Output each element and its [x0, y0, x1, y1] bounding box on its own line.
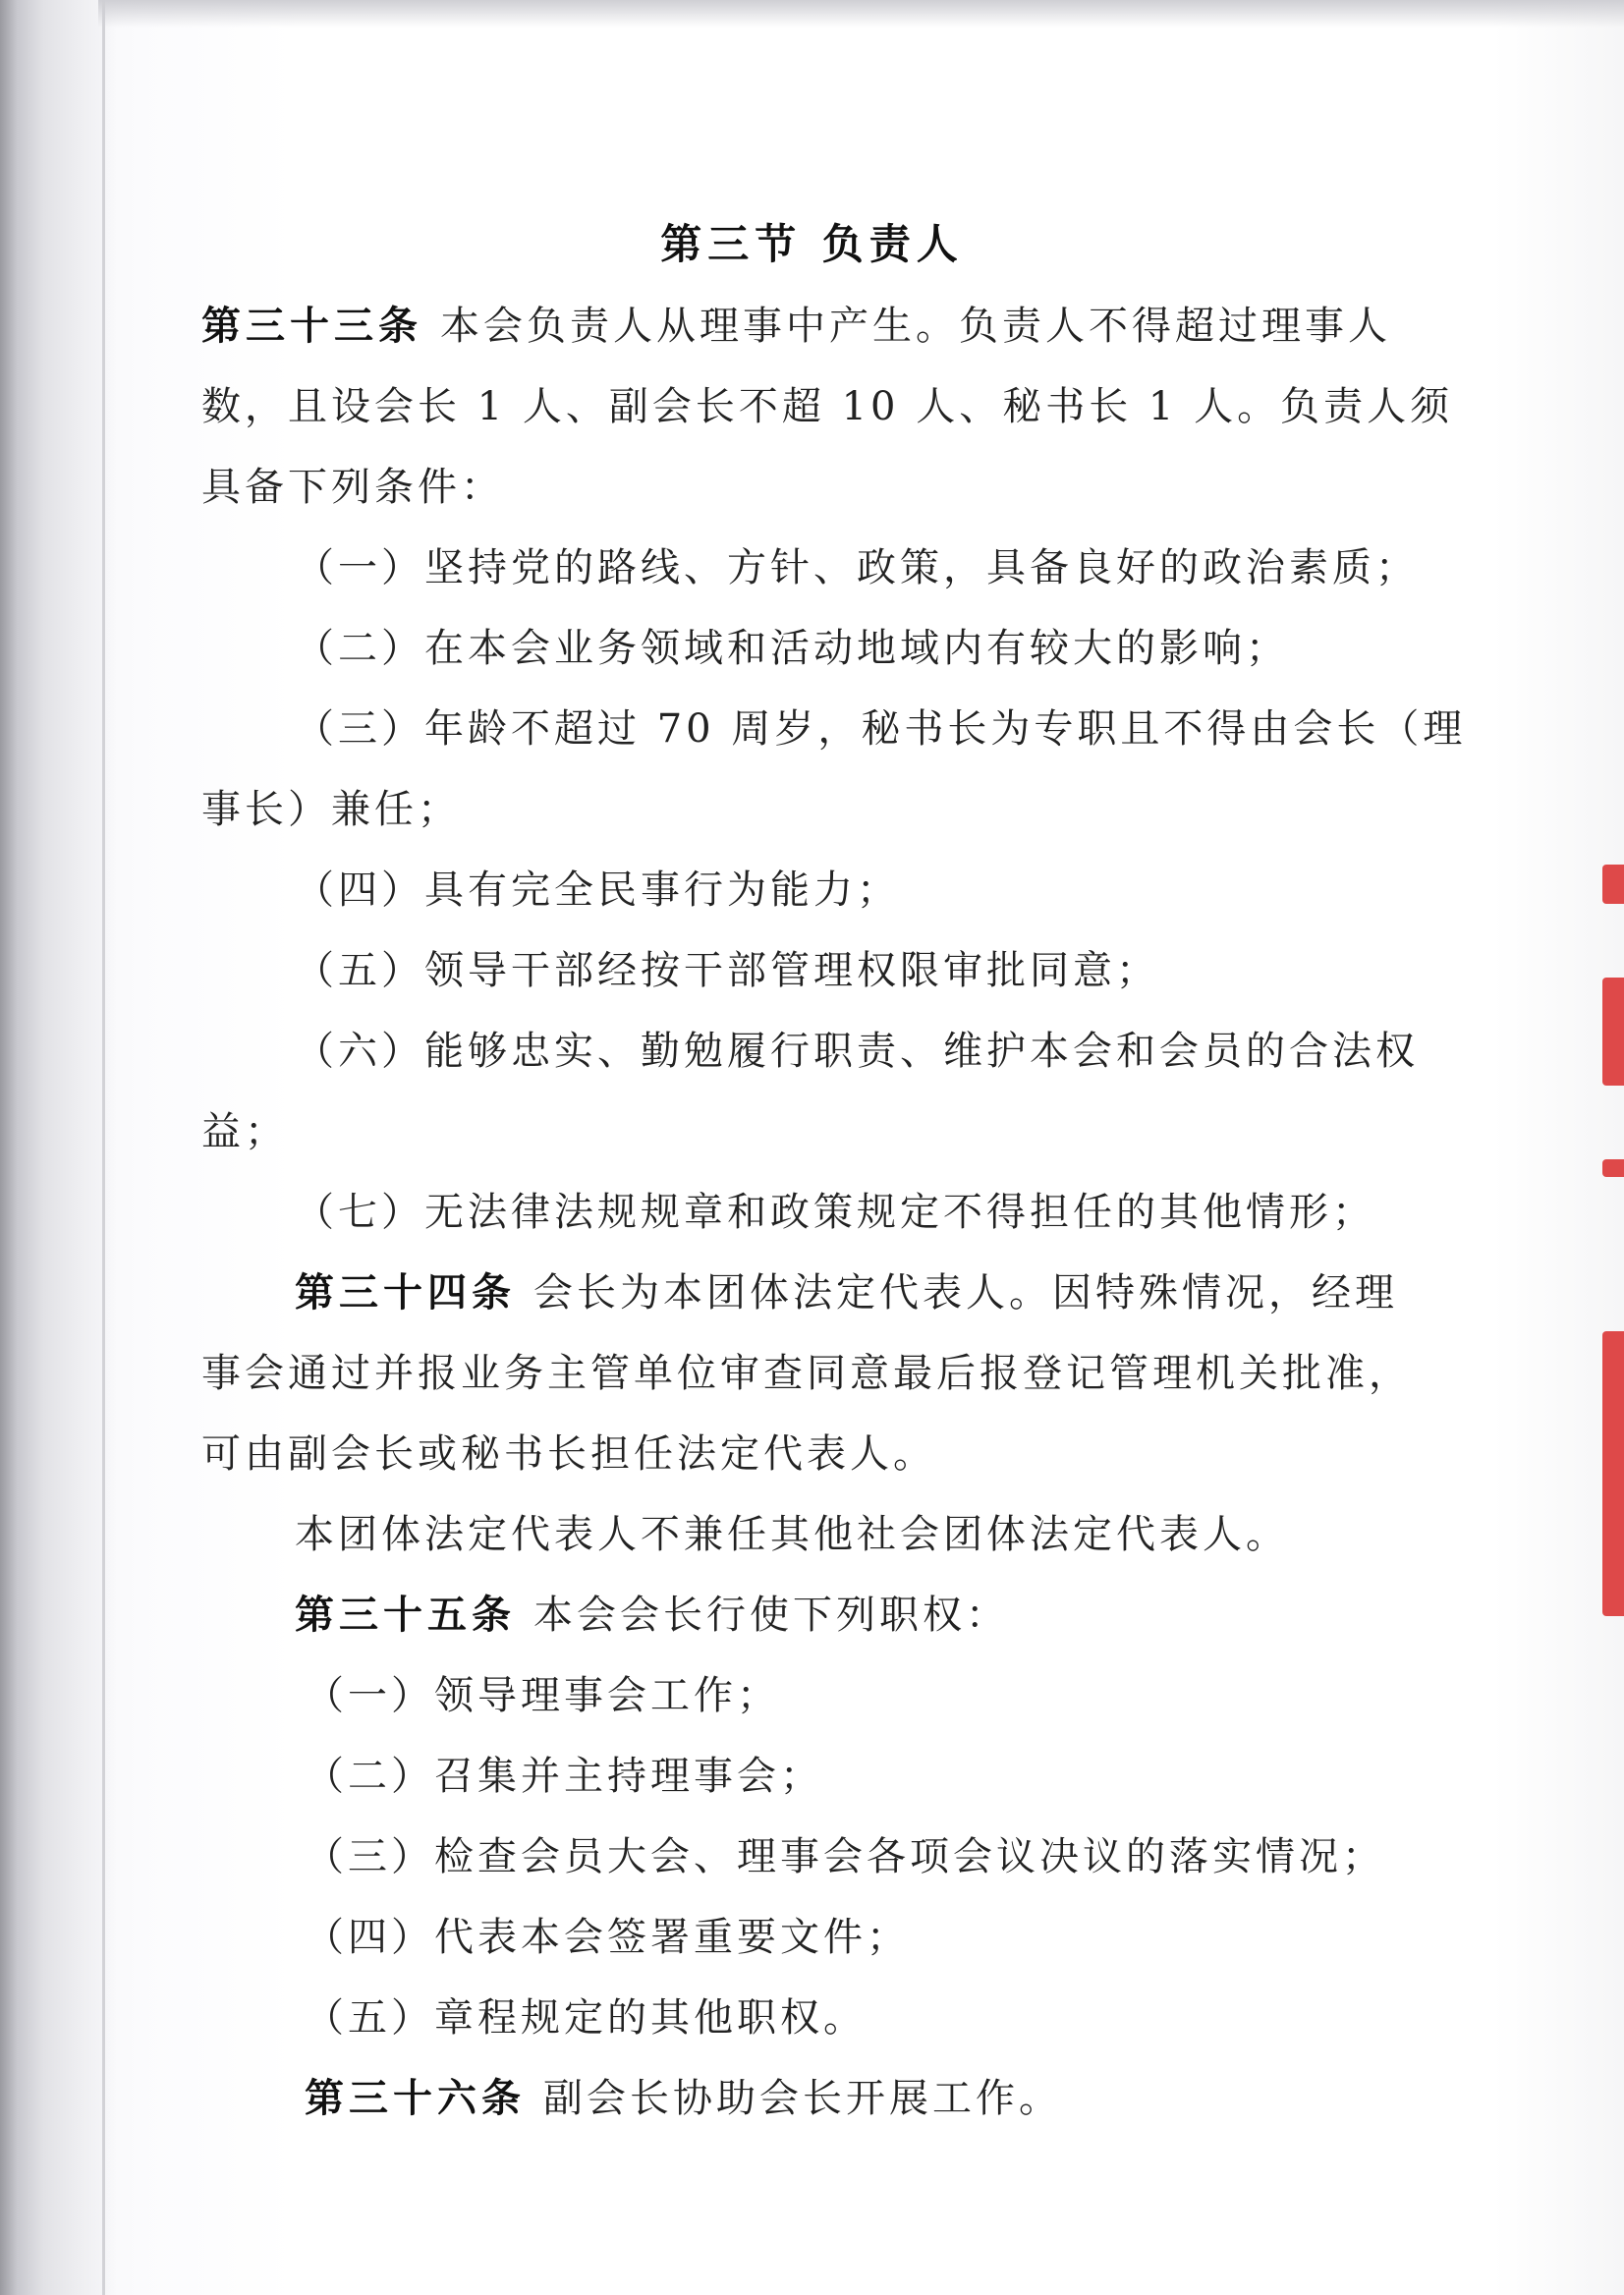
article-text: 副会长协助会长开展工作。 — [543, 2076, 1062, 2121]
article-35-item-3: （三）检查会员大会、理事会各项会议决议的落实情况； — [305, 1834, 1385, 1879]
article-33-item-1: （一）坚持党的路线、方针、政策，具备良好的政治素质； — [295, 545, 1419, 590]
article-text: 本会负责人从理事中产生。负责人不得超过理事人 — [440, 304, 1391, 349]
article-35-item-2: （二）召集并主持理事会； — [305, 1754, 823, 1799]
article-text: 本会会长行使下列职权： — [533, 1593, 1009, 1638]
red-stamp-edge — [1602, 1159, 1624, 1177]
article-33-item-5: （五）领导干部经按干部管理权限审批同意； — [295, 948, 1159, 993]
article-number: 第三十六条 — [305, 2076, 526, 2121]
article-35-item-4: （四）代表本会签署重要文件； — [305, 1915, 910, 1960]
article-34-line-2: 事会通过并报业务主管单位审查同意最后报登记管理机关批准， — [201, 1351, 1412, 1396]
article-number: 第三十四条 — [295, 1270, 516, 1315]
article-33-item-3: （三）年龄不超过 70 周岁，秘书长为专职且不得由会长（理 — [295, 706, 1467, 752]
article-33-item-7: （七）无法律法规规章和政策规定不得担任的其他情形； — [295, 1190, 1375, 1235]
article-number: 第三十五条 — [295, 1593, 516, 1638]
binding-shadow — [0, 0, 116, 2295]
article-34-line-4: 本团体法定代表人不兼任其他社会团体法定代表人。 — [295, 1512, 1289, 1557]
article-33-item-6-cont: 益； — [201, 1109, 288, 1154]
article-34-line-1 — [295, 1261, 1398, 1317]
article-33-line-1 — [201, 295, 1391, 351]
article-35-line-1 — [295, 1584, 1009, 1640]
article-33-item-2: （二）在本会业务领域和活动地域内有较大的影响； — [295, 626, 1289, 671]
red-stamp-edge — [1602, 978, 1624, 1086]
article-number: 第三十三条 — [201, 304, 422, 349]
article-34-line-3: 可由副会长或秘书长担任法定代表人。 — [201, 1431, 936, 1477]
article-35-item-1: （一）领导理事会工作； — [305, 1673, 780, 1718]
article-text: 会长为本团体法定代表人。因特殊情况，经理 — [533, 1270, 1398, 1315]
article-33-item-3-cont: 事长）兼任； — [201, 787, 461, 832]
article-33-line-2: 数，且设会长 1 人、副会长不超 10 人、秘书长 1 人。负责人须 — [201, 384, 1454, 429]
article-33-item-4: （四）具有完全民事行为能力； — [295, 868, 900, 913]
article-33-item-6: （六）能够忠实、勤勉履行职责、维护本会和会员的合法权 — [295, 1029, 1419, 1074]
binding-edge — [102, 0, 105, 2295]
section-heading: 第三节 负责人 — [660, 220, 964, 268]
red-stamp-edge — [1602, 865, 1624, 904]
article-33-line-3: 具备下列条件： — [201, 465, 504, 510]
article-35-item-5: （五）章程规定的其他职权。 — [305, 1995, 867, 2041]
red-stamp-edge — [1602, 1331, 1624, 1616]
top-edge-shadow — [98, 0, 1624, 28]
article-36-line-1 — [305, 2067, 1062, 2123]
